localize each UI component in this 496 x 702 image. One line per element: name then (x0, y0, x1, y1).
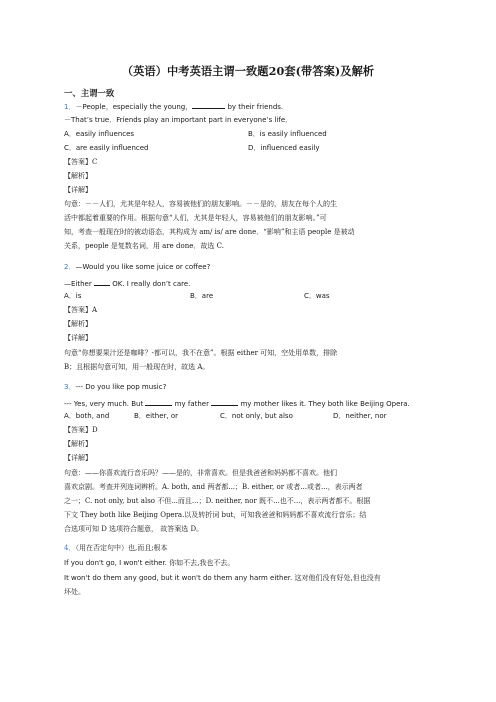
question-1-stem2: －That’s true．Friends play an important part in everyone’s life． (64, 116, 293, 124)
option-a: A．both, and (64, 412, 110, 420)
detail-label: 【详解】 (64, 454, 92, 462)
option-d: D．influenced easily (248, 144, 320, 152)
option-c: C．are easily influenced (64, 144, 149, 152)
detail-line: 合选项可知 D 选项符合题意， 故答案选 D。 (64, 525, 204, 533)
detail-line: 句意：——你喜欢流行音乐吗？——是的，非常喜欢。但是我爸爸和妈妈都不喜欢。他们 (64, 469, 337, 477)
answer-blank (94, 277, 110, 286)
analysis-label: 【解析】 (64, 440, 92, 448)
answer-blank (192, 100, 225, 109)
analysis-label: 【解析】 (64, 320, 92, 328)
option-b: B．are (190, 292, 214, 300)
example-line: If you don't go, I won't either. 你如不去,我也不去。 (64, 559, 235, 567)
option-a: A．is (64, 292, 82, 300)
question-3-stem2: --- Yes, very much. But my father my mother likes it. They both like Beijing Opera. (64, 397, 410, 409)
detail-line: 之一；C. not only, but also 不但...而且...；D. neither, nor 既不...也不...，表示两者都不。根据 (64, 497, 371, 505)
detail-label: 【详解】 (64, 186, 92, 194)
question-number: 3． (64, 383, 76, 391)
option-b: B．either, or (134, 412, 179, 420)
answer-blank (211, 397, 238, 406)
option-a: A．easily influences (64, 130, 135, 138)
document-title: （英语）中考英语主谓一致题20套(带答案)及解析 (121, 64, 375, 78)
example-line: 坏处。 (64, 588, 85, 596)
answer-label: 【答案】A (64, 306, 98, 314)
option-d: D．neither, nor (333, 412, 387, 420)
question-number: 4． (64, 544, 76, 552)
analysis-label: 【解析】 (64, 172, 92, 180)
detail-line: 句意：－－人们，尤其是年轻人，容易被他们的朋友影响。－－是的，朋友在每个人的生 (64, 200, 337, 208)
detail-line: 喜欢京剧。考查并列连词辨析。A. both, and 两者都...；B. either, or 或者...或者...，表示两者 (64, 483, 363, 491)
answer-label: 【答案】D (64, 426, 98, 434)
question-number: 2． (64, 263, 76, 271)
section-heading: 一、主谓一致 (64, 88, 115, 98)
question-1-stem: 1．－People，especially the young， by their friends. (64, 100, 283, 112)
option-b: B．is easily influenced (248, 130, 327, 138)
option-c: C．not only, but also (220, 412, 293, 420)
answer-label: 【答案】C (64, 158, 98, 166)
question-2-stem: 2．—Would you like some juice or coffee? (64, 263, 211, 271)
detail-line: 关系，people 是复数名词，用 are done．故选 C. (64, 242, 224, 250)
detail-line: 活中都起着重要的作用。根据句意“人们，尤其是年轻人，容易被他们的朋友影响。”可 (64, 214, 327, 222)
detail-line: 知，考查一般现在时的被动语态，其构成为 am/ is/ are done．“影响”和主语 people 是被动 (64, 228, 355, 236)
detail-line: 下文 They both like Beijing Opera.以及转折词 but，可知我爸爸和妈妈都不喜欢流行音乐；结 (64, 511, 367, 519)
detail-line: B；且根据句意可知，用一般现在时，故选 A。 (64, 363, 210, 371)
question-number: 1． (64, 103, 76, 111)
answer-blank (145, 397, 172, 406)
example-line: It won't do them any good, but it won't do them any harm either. 这对他们没有好处,但也没有 (64, 574, 381, 582)
question-2-stem2: —Either OK. I really don’t care. (64, 277, 190, 289)
question-3-stem: 3．--- Do you like pop music? (64, 383, 167, 391)
detail-label: 【详解】 (64, 334, 92, 342)
detail-line: 句意“你想要果汁还是咖啡？-都可以，我不在意”。根据 either 可知，空处用单数，排除 (64, 349, 338, 357)
option-c: C．was (304, 292, 330, 300)
question-4-stem: 4．（用在否定句中）也,而且;根本 (64, 544, 168, 552)
